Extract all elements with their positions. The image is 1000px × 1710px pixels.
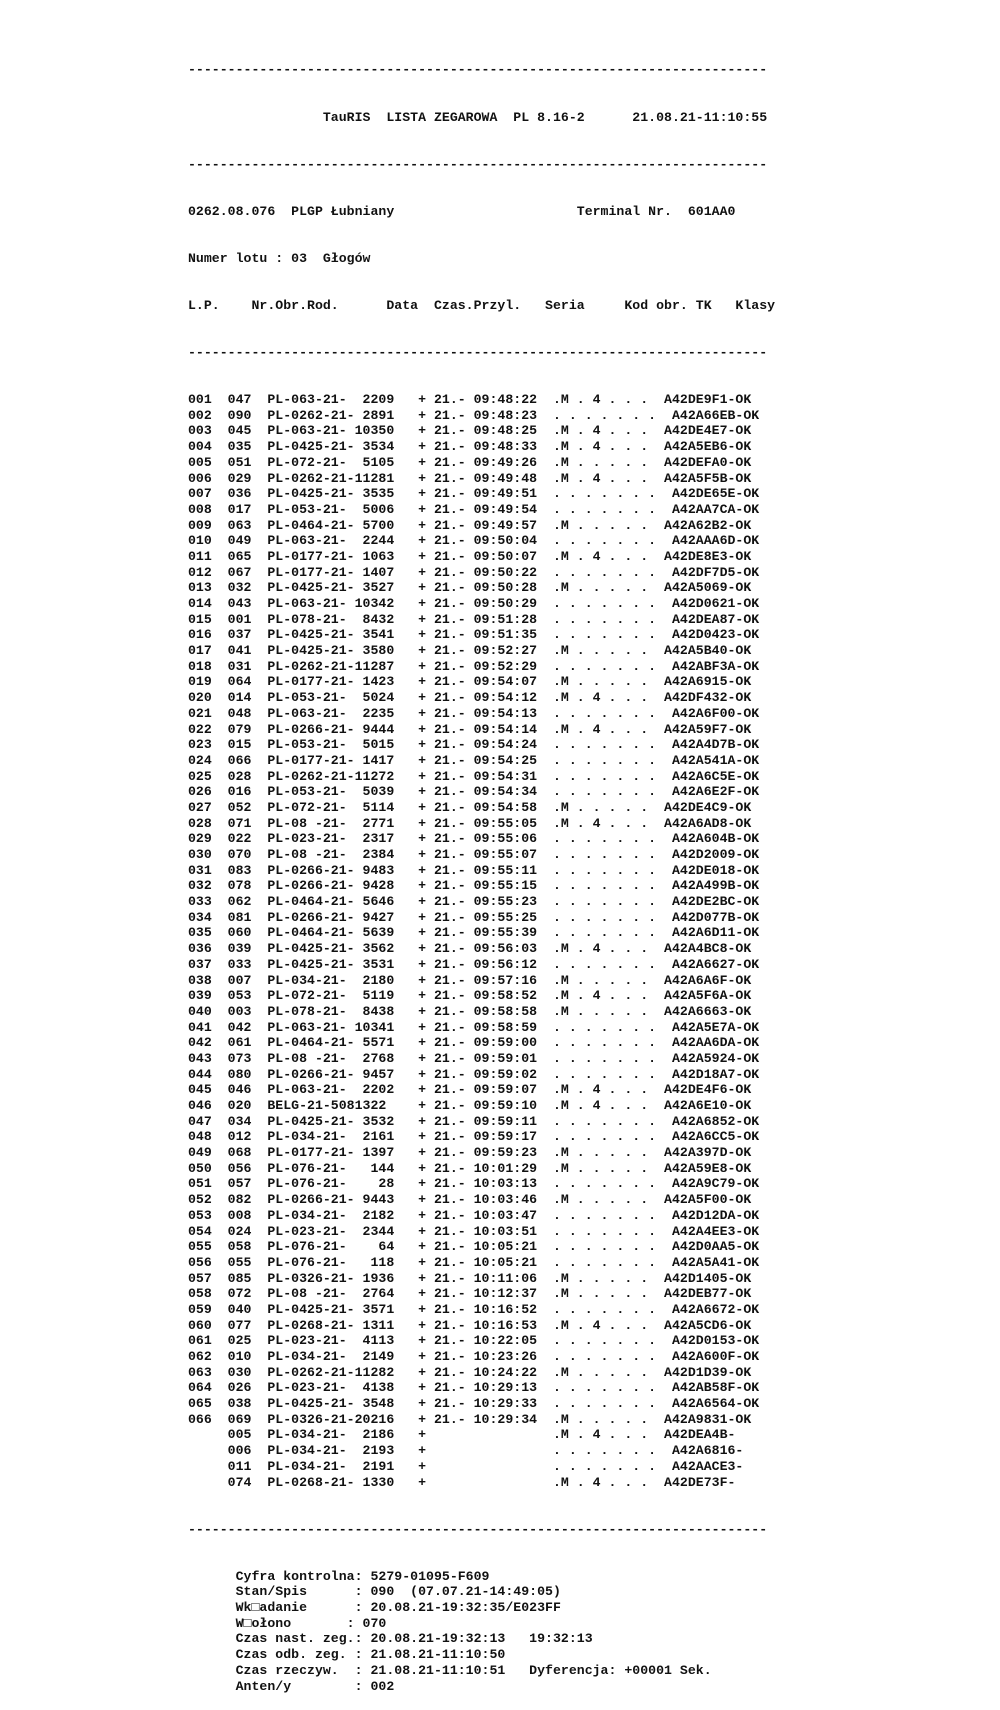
table-row: 058 072 PL-08 -21- 2764 + 21.- 10:12:37 .M . . . . . A42DEB77-OK xyxy=(188,1286,752,1302)
clock-list-document xyxy=(188,31,828,1710)
separator-line: ------------------------------------------------------------------------- xyxy=(188,156,768,172)
table-row: 048 012 PL-034-21- 2161 + 21.- 09:59:17 . . . . . . . A42A6CC5-OK xyxy=(188,1129,760,1145)
table-row: 003 045 PL-063-21- 10350 + 21.- 09:48:25 .M . 4 . . . A42DE4E7-OK xyxy=(188,423,752,439)
table-row: 047 034 PL-0425-21- 3532 + 21.- 09:59:11 . . . . . . . A42A6852-OK xyxy=(188,1113,760,1129)
footer-line: Czas nast. zeg.: 20.08.21-19:32:13 19:32:13 xyxy=(188,1631,593,1647)
table-row: 064 026 PL-023-21- 4138 + 21.- 10:29:13 . . . . . . . A42AB58F-OK xyxy=(188,1380,760,1396)
table-row: 063 030 PL-0262-21-11282 + 21.- 10:24:22 .M . . . . . A42D1D39-OK xyxy=(188,1364,752,1380)
table-row: 028 071 PL-08 -21- 2771 + 21.- 09:55:05 .M . 4 . . . A42A6AD8-OK xyxy=(188,815,752,831)
table-row: 038 007 PL-034-21- 2180 + 21.- 09:57:16 .M . . . . . A42A6A6F-OK xyxy=(188,972,752,988)
table-row: 018 031 PL-0262-21-11287 + 21.- 09:52:29 . . . . . . . A42ABF3A-OK xyxy=(188,658,760,674)
footer-line: W□ołono : 070 xyxy=(188,1615,387,1631)
table-row: 051 057 PL-076-21- 28 + 21.- 10:03:13 . . . . . . . A42A9C79-OK xyxy=(188,1176,760,1192)
table-row: 008 017 PL-053-21- 5006 + 21.- 09:49:54 . . . . . . . A42AA7CA-OK xyxy=(188,501,760,517)
table-row: 074 PL-0268-21- 1330 + .M . 4 . . . A42DE73F- xyxy=(188,1474,736,1490)
table-row: 002 090 PL-0262-21- 2891 + 21.- 09:48:23 . . . . . . . A42A66EB-OK xyxy=(188,407,760,423)
table-row: 065 038 PL-0425-21- 3548 + 21.- 10:29:33 . . . . . . . A42A6564-OK xyxy=(188,1396,760,1412)
table-row: 016 037 PL-0425-21- 3541 + 21.- 09:51:35 . . . . . . . A42D0423-OK xyxy=(188,627,760,643)
table-row: 050 056 PL-076-21- 144 + 21.- 10:01:29 .M . . . . . A42A59E8-OK xyxy=(188,1160,752,1176)
table-row: 012 067 PL-0177-21- 1407 + 21.- 09:50:22 . . . . . . . A42DF7D5-OK xyxy=(188,564,760,580)
table-row: 006 PL-034-21- 2193 + . . . . . . . A42A6816- xyxy=(188,1443,744,1459)
table-row: 013 032 PL-0425-21- 3527 + 21.- 09:50:28 .M . . . . . A42A5069-OK xyxy=(188,580,752,596)
separator-line: ------------------------------------------------------------------------- xyxy=(188,344,768,360)
table-row: 001 047 PL-063-21- 2209 + 21.- 09:48:22 .M . 4 . . . A42DE9F1-OK xyxy=(188,392,752,408)
table-row: 022 079 PL-0266-21- 9444 + 21.- 09:54:14 .M . 4 . . . A42A59F7-OK xyxy=(188,721,752,737)
table-row: 025 028 PL-0262-21-11272 + 21.- 09:54:31 . . . . . . . A42A6C5E-OK xyxy=(188,768,760,784)
summary-footer xyxy=(188,1569,828,1695)
table-row: 033 062 PL-0464-21- 5646 + 21.- 09:55:23 . . . . . . . A42DE2BC-OK xyxy=(188,894,760,910)
table-row: 037 033 PL-0425-21- 3531 + 21.- 09:56:12 . . . . . . . A42A6627-OK xyxy=(188,956,760,972)
table-row: 036 039 PL-0425-21- 3562 + 21.- 09:56:03 .M . 4 . . . A42A4BC8-OK xyxy=(188,941,752,957)
column-headers-line: L.P. Nr.Obr.Rod. Data Czas.Przyl. Seria Kod obr. TK Klasy xyxy=(188,297,776,313)
table-row: 034 081 PL-0266-21- 9427 + 21.- 09:55:25 . . . . . . . A42D077B-OK xyxy=(188,909,760,925)
table-row: 059 040 PL-0425-21- 3571 + 21.- 10:16:52 . . . . . . . A42A6672-OK xyxy=(188,1301,760,1317)
arrivals-table xyxy=(188,392,828,1490)
table-row: 026 016 PL-053-21- 5039 + 21.- 09:54:34 . . . . . . . A42A6E2F-OK xyxy=(188,784,760,800)
table-row: 061 025 PL-023-21- 4113 + 21.- 10:22:05 . . . . . . . A42D0153-OK xyxy=(188,1333,760,1349)
table-row: 049 068 PL-0177-21- 1397 + 21.- 09:59:23 .M . . . . . A42A397D-OK xyxy=(188,1145,752,1161)
table-row: 044 080 PL-0266-21- 9457 + 21.- 09:59:02 . . . . . . . A42D18A7-OK xyxy=(188,1066,760,1082)
table-row: 011 065 PL-0177-21- 1063 + 21.- 09:50:07 .M . 4 . . . A42DE8E3-OK xyxy=(188,548,752,564)
table-row: 052 082 PL-0266-21- 9443 + 21.- 10:03:46 .M . . . . . A42A5F00-OK xyxy=(188,1192,752,1208)
table-row: 020 014 PL-053-21- 5024 + 21.- 09:54:12 .M . 4 . . . A42DF432-OK xyxy=(188,690,752,706)
footer-line: Czas rzeczyw. : 21.08.21-11:10:51 Dyferencja: +00001 Sek. xyxy=(188,1662,712,1678)
table-row: 021 048 PL-063-21- 2235 + 21.- 09:54:13 . . . . . . . A42A6F00-OK xyxy=(188,705,760,721)
table-row: 027 052 PL-072-21- 5114 + 21.- 09:54:58 .M . . . . . A42DE4C9-OK xyxy=(188,799,752,815)
table-row: 029 022 PL-023-21- 2317 + 21.- 09:55:06 . . . . . . . A42A604B-OK xyxy=(188,831,760,847)
table-row: 055 058 PL-076-21- 64 + 21.- 10:05:21 . . . . . . . A42D0AA5-OK xyxy=(188,1239,760,1255)
flight-number-line: Numer lotu : 03 Głogów xyxy=(188,250,371,266)
table-row: 006 029 PL-0262-21-11281 + 21.- 09:49:48 .M . 4 . . . A42A5F5B-OK xyxy=(188,470,752,486)
table-row: 053 008 PL-034-21- 2182 + 21.- 10:03:47 . . . . . . . A42D12DA-OK xyxy=(188,1207,760,1223)
table-row: 035 060 PL-0464-21- 5639 + 21.- 09:55:39 . . . . . . . A42A6D11-OK xyxy=(188,925,760,941)
table-row: 042 061 PL-0464-21- 5571 + 21.- 09:59:00 . . . . . . . A42AA6DA-OK xyxy=(188,1035,760,1051)
footer-line: Anten/y : 002 xyxy=(188,1678,395,1694)
table-row: 015 001 PL-078-21- 8432 + 21.- 09:51:28 . . . . . . . A42DEA87-OK xyxy=(188,611,760,627)
footer-line: Wk□adanie : 20.08.21-19:32:35/E023FF xyxy=(188,1600,561,1616)
table-row: 031 083 PL-0266-21- 9483 + 21.- 09:55:11 . . . . . . . A42DE018-OK xyxy=(188,862,760,878)
separator-line: ------------------------------------------------------------------------- xyxy=(188,1521,768,1537)
table-row: 062 010 PL-034-21- 2149 + 21.- 10:23:26 . . . . . . . A42A600F-OK xyxy=(188,1349,760,1364)
table-row: 011 PL-034-21- 2191 + . . . . . . . A42AACE3- xyxy=(188,1458,744,1474)
table-row: 045 046 PL-063-21- 2202 + 21.- 09:59:07 .M . 4 . . . A42DE4F6-OK xyxy=(188,1082,752,1098)
table-row: 060 077 PL-0268-21- 1311 + 21.- 10:16:53 .M . 4 . . . A42A5CD6-OK xyxy=(188,1317,752,1333)
table-row: 010 049 PL-063-21- 2244 + 21.- 09:50:04 . . . . . . . A42AAA6D-OK xyxy=(188,533,760,549)
footer-line: Stan/Spis : 090 (07.07.21-14:49:05) xyxy=(188,1584,561,1600)
footer-line: Cyfra kontrolna: 5279-01095-F609 xyxy=(188,1568,490,1584)
table-row: 039 053 PL-072-21- 5119 + 21.- 09:58:52 .M . 4 . . . A42A5F6A-OK xyxy=(188,988,752,1004)
table-row: 023 015 PL-053-21- 5015 + 21.- 09:54:24 . . . . . . . A42A4D7B-OK xyxy=(188,737,760,753)
table-row: 054 024 PL-023-21- 2344 + 21.- 10:03:51 . . . . . . . A42A4EE3-OK xyxy=(188,1223,760,1239)
table-row: 017 041 PL-0425-21- 3580 + 21.- 09:52:27 .M . . . . . A42A5B40-OK xyxy=(188,643,752,659)
table-row: 030 070 PL-08 -21- 2384 + 21.- 09:55:07 . . . . . . . A42D2009-OK xyxy=(188,847,760,862)
table-row: 066 069 PL-0326-21-20216 + 21.- 10:29:34 .M . . . . . A42A9831-OK xyxy=(188,1411,752,1427)
separator-line: ------------------------------------------------------------------------- xyxy=(188,62,768,78)
table-row: 005 PL-034-21- 2186 + .M . 4 . . . A42DEA4B- xyxy=(188,1427,736,1443)
table-row: 005 051 PL-072-21- 5105 + 21.- 09:49:26 .M . . . . . A42DEFA0-OK xyxy=(188,454,752,470)
table-row: 004 035 PL-0425-21- 3534 + 21.- 09:48:33 .M . 4 . . . A42A5EB6-OK xyxy=(188,439,752,455)
table-row: 032 078 PL-0266-21- 9428 + 21.- 09:55:15 . . . . . . . A42A499B-OK xyxy=(188,878,760,894)
table-row: 019 064 PL-0177-21- 1423 + 21.- 09:54:07 .M . . . . . A42A6915-OK xyxy=(188,674,752,690)
table-row: 046 020 BELG-21-5081322 + 21.- 09:59:10 .M . 4 . . . A42A6E10-OK xyxy=(188,1098,752,1113)
table-row: 057 085 PL-0326-21- 1936 + 21.- 10:11:06 .M . . . . . A42D1405-OK xyxy=(188,1270,752,1286)
report-title-line: TauRIS LISTA ZEGAROWA PL 8.16-2 21.08.21-11:10:55 xyxy=(188,109,768,125)
club-terminal-line: 0262.08.076 PLGP Łubniany Terminal Nr. 601AA0 xyxy=(188,203,736,219)
table-row: 014 043 PL-063-21- 10342 + 21.- 09:50:29 . . . . . . . A42D0621-OK xyxy=(188,596,760,611)
table-row: 007 036 PL-0425-21- 3535 + 21.- 09:49:51 . . . . . . . A42DE65E-OK xyxy=(188,486,760,502)
table-row: 040 003 PL-078-21- 8438 + 21.- 09:58:58 .M . . . . . A42A6663-OK xyxy=(188,1003,752,1019)
table-row: 009 063 PL-0464-21- 5700 + 21.- 09:49:57 .M . . . . . A42A62B2-OK xyxy=(188,517,752,533)
footer-line: Czas odb. zeg. : 21.08.21-11:10:50 xyxy=(188,1647,506,1663)
table-row: 041 042 PL-063-21- 10341 + 21.- 09:58:59 . . . . . . . A42A5E7A-OK xyxy=(188,1019,760,1035)
table-row: 056 055 PL-076-21- 118 + 21.- 10:05:21 . . . . . . . A42A5A41-OK xyxy=(188,1254,760,1270)
table-row: 043 073 PL-08 -21- 2768 + 21.- 09:59:01 . . . . . . . A42A5924-OK xyxy=(188,1050,760,1066)
table-row: 024 066 PL-0177-21- 1417 + 21.- 09:54:25 . . . . . . . A42A541A-OK xyxy=(188,752,760,768)
